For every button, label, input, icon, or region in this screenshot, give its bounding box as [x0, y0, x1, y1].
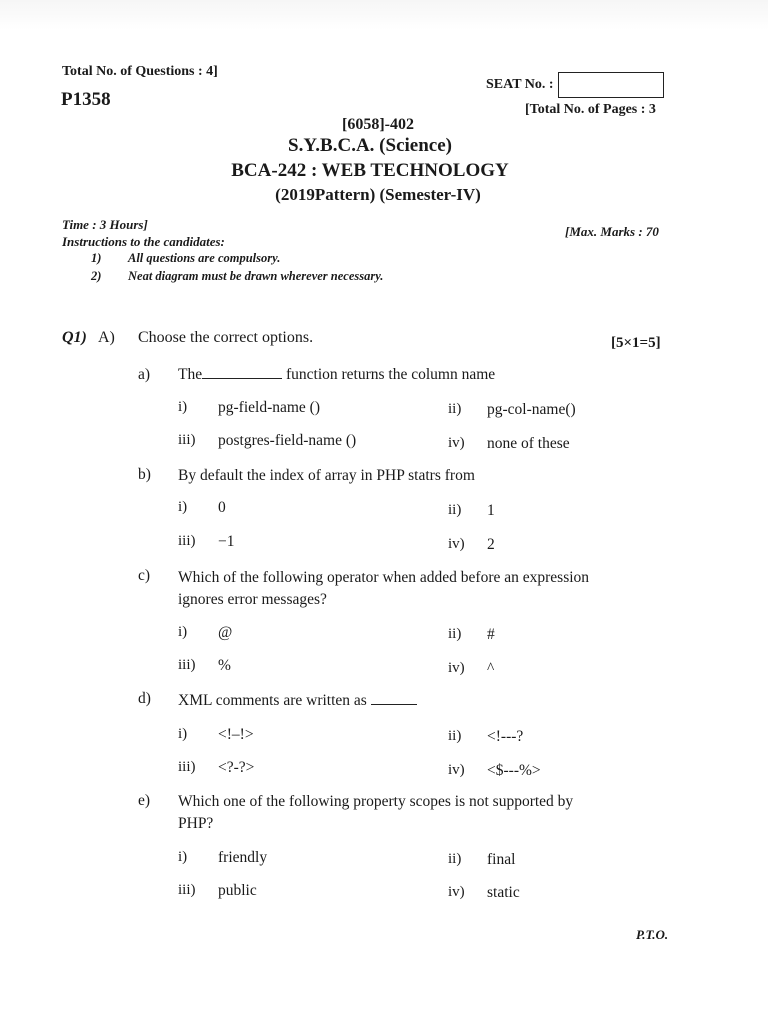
option-number: i) — [178, 499, 188, 515]
option-number: iii) — [178, 533, 196, 549]
option-number: ii) — [448, 401, 462, 417]
instruction-number: 1) — [91, 251, 102, 265]
option-text: final — [487, 851, 516, 868]
instruction-text: All questions are compulsory. — [128, 251, 281, 265]
question-part: A) — [98, 329, 115, 346]
option-text: # — [487, 626, 495, 643]
exam-code: [6058]-402 — [342, 116, 414, 133]
option-text: postgres-field-name () — [218, 432, 357, 449]
seat-label: SEAT No. : — [486, 77, 554, 92]
item-question-text: Which of the following operator when added before an expression — [178, 569, 590, 586]
option-text: pg-col-name() — [487, 401, 576, 418]
option-text: none of these — [487, 435, 570, 452]
option-text: <!---? — [487, 728, 524, 745]
option-number: i) — [178, 726, 188, 742]
max-marks: [Max. Marks : 70 — [565, 224, 659, 239]
option-text: <$---%> — [487, 762, 541, 779]
subject-title: BCA-242 : WEB TECHNOLOGY — [231, 160, 509, 181]
item-letter: d) — [138, 690, 151, 707]
fill-in-blank — [202, 366, 282, 379]
item-letter: c) — [138, 567, 151, 584]
please-turn-over: P.T.O. — [636, 927, 669, 942]
option-text: public — [218, 882, 257, 899]
option-number: ii) — [448, 851, 462, 867]
option-text: 0 — [218, 499, 226, 516]
pattern-semester: (2019Pattern) (Semester-IV) — [275, 185, 481, 204]
total-pages: [Total No. of Pages : 3 — [525, 102, 656, 117]
item-question-text — [178, 692, 417, 710]
item-question-text: By default the index of array in PHP statrs from — [178, 467, 475, 484]
option-text: 2 — [487, 536, 495, 553]
paper-code: P1358 — [61, 89, 111, 110]
question-marks: [5×1=5] — [611, 335, 661, 351]
question-label: Q1) — [62, 329, 87, 346]
option-text: ^ — [487, 660, 495, 677]
seat-number-block — [486, 72, 664, 98]
option-text: @ — [218, 624, 233, 641]
question-text: XML comments are written as — [178, 692, 367, 709]
option-number: iii) — [178, 759, 196, 775]
option-text: friendly — [218, 849, 268, 866]
option-number: i) — [178, 399, 188, 415]
option-text: % — [218, 657, 231, 674]
instruction-number: 2) — [91, 269, 102, 283]
option-number: i) — [178, 849, 188, 865]
option-text: −1 — [218, 533, 235, 550]
option-number: ii) — [448, 626, 462, 642]
option-number: iii) — [178, 882, 196, 898]
option-number: iii) — [178, 657, 196, 673]
item-question-text-cont: PHP? — [178, 815, 214, 832]
course-title: S.Y.B.C.A. (Science) — [288, 135, 452, 156]
item-letter: a) — [138, 366, 151, 383]
option-text: <?-?> — [218, 759, 255, 776]
option-number: ii) — [448, 502, 462, 518]
option-text: static — [487, 884, 520, 901]
option-text: 1 — [487, 502, 495, 519]
seat-number-box[interactable] — [558, 72, 664, 98]
option-number: iv) — [448, 660, 465, 676]
total-questions: Total No. of Questions : 4] — [62, 64, 218, 79]
question-text-before: The — [178, 366, 203, 383]
option-number: iv) — [448, 435, 465, 451]
instruction-text: Neat diagram must be drawn wherever necessary. — [128, 269, 384, 283]
option-number: ii) — [448, 728, 462, 744]
item-question-text: Which one of the following property scopes is not supported by — [178, 793, 574, 810]
option-number: iv) — [448, 762, 465, 778]
option-number: iv) — [448, 536, 465, 552]
item-question-text-cont: ignores error messages? — [178, 591, 327, 608]
item-question-text — [178, 366, 495, 384]
option-number: iv) — [448, 884, 465, 900]
option-text: pg-field-name () — [218, 399, 320, 416]
option-text: <!–!> — [218, 726, 254, 743]
fill-in-blank — [371, 694, 417, 705]
question-text-after: function returns the column name — [285, 366, 496, 383]
instructions-title: Instructions to the candidates: — [62, 234, 225, 249]
exam-time: Time : 3 Hours] — [62, 217, 148, 232]
option-number: i) — [178, 624, 188, 640]
item-letter: e) — [138, 792, 151, 809]
item-letter: b) — [138, 466, 151, 483]
option-number: iii) — [178, 432, 196, 448]
question-heading: Choose the correct options. — [138, 329, 314, 346]
